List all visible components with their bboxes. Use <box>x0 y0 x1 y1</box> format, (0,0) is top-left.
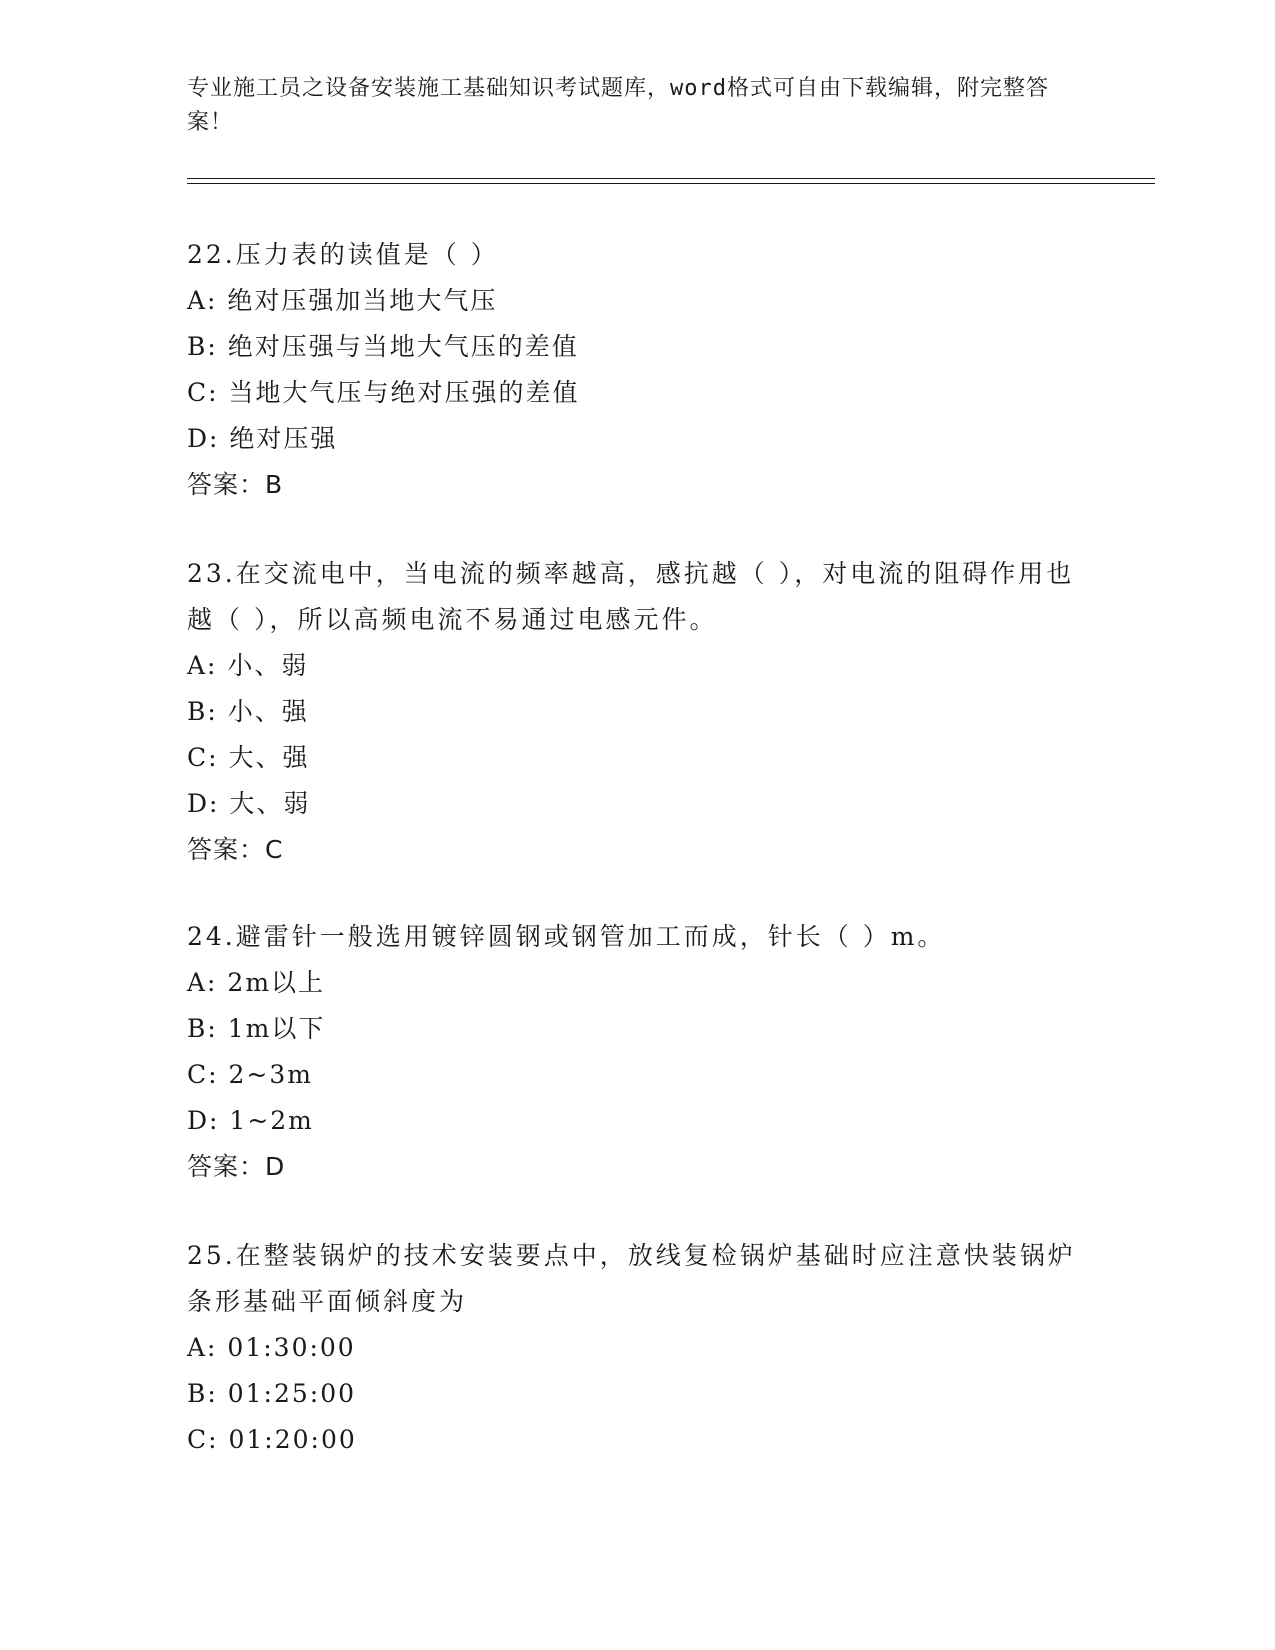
option-b: B: 小、强 <box>187 697 309 726</box>
question-24 <box>187 914 1087 1190</box>
option-a: A: 小、弱 <box>187 651 309 680</box>
option-a: A: 2m以上 <box>187 968 326 997</box>
question-stem: 23.在交流电中，当电流的频率越高，感抗越（ ），对电流的阻碍作用也越（ ），所以高频电流不易通过电感元件。 <box>187 559 1075 634</box>
option-b: B: 绝对压强与当地大气压的差值 <box>187 332 579 361</box>
option-c: C: 当地大气压与绝对压强的差值 <box>187 378 580 407</box>
option-d: D: 绝对压强 <box>187 424 338 453</box>
option-d: D: 大、弱 <box>187 789 311 818</box>
question-stem: 24.避雷针一般选用镀锌圆钢或钢管加工而成，针长（ ）m。 <box>187 922 946 951</box>
document-header-title: 专业施工员之设备安装施工基础知识考试题库，word格式可自由下载编辑，附完整答案！ <box>187 76 1049 135</box>
answer-line: 答案：B <box>187 470 284 499</box>
question-stem: 25.在整装锅炉的技术安装要点中，放线复检锅炉基础时应注意快装锅炉条形基础平面倾斜度为 <box>187 1241 1076 1316</box>
answer-line: 答案：C <box>187 835 284 864</box>
option-a: A: 绝对压强加当地大气压 <box>187 286 498 315</box>
option-b: B: 1m以下 <box>187 1014 326 1043</box>
question-22 <box>187 232 1087 508</box>
answer-line: 答案：D <box>187 1152 286 1181</box>
option-c: C: 2~3m <box>187 1060 313 1089</box>
header-divider-top <box>187 178 1155 179</box>
question-25 <box>187 1233 1087 1463</box>
question-stem: 22.压力表的读值是（ ） <box>187 240 499 269</box>
question-23 <box>187 551 1087 873</box>
option-a: A: 01:30:00 <box>187 1333 356 1362</box>
option-c: C: 大、强 <box>187 743 310 772</box>
option-c: C: 01:20:00 <box>187 1425 357 1454</box>
header-divider-bottom <box>187 183 1155 184</box>
option-b: B: 01:25:00 <box>187 1379 357 1408</box>
option-d: D: 1~2m <box>187 1106 314 1135</box>
